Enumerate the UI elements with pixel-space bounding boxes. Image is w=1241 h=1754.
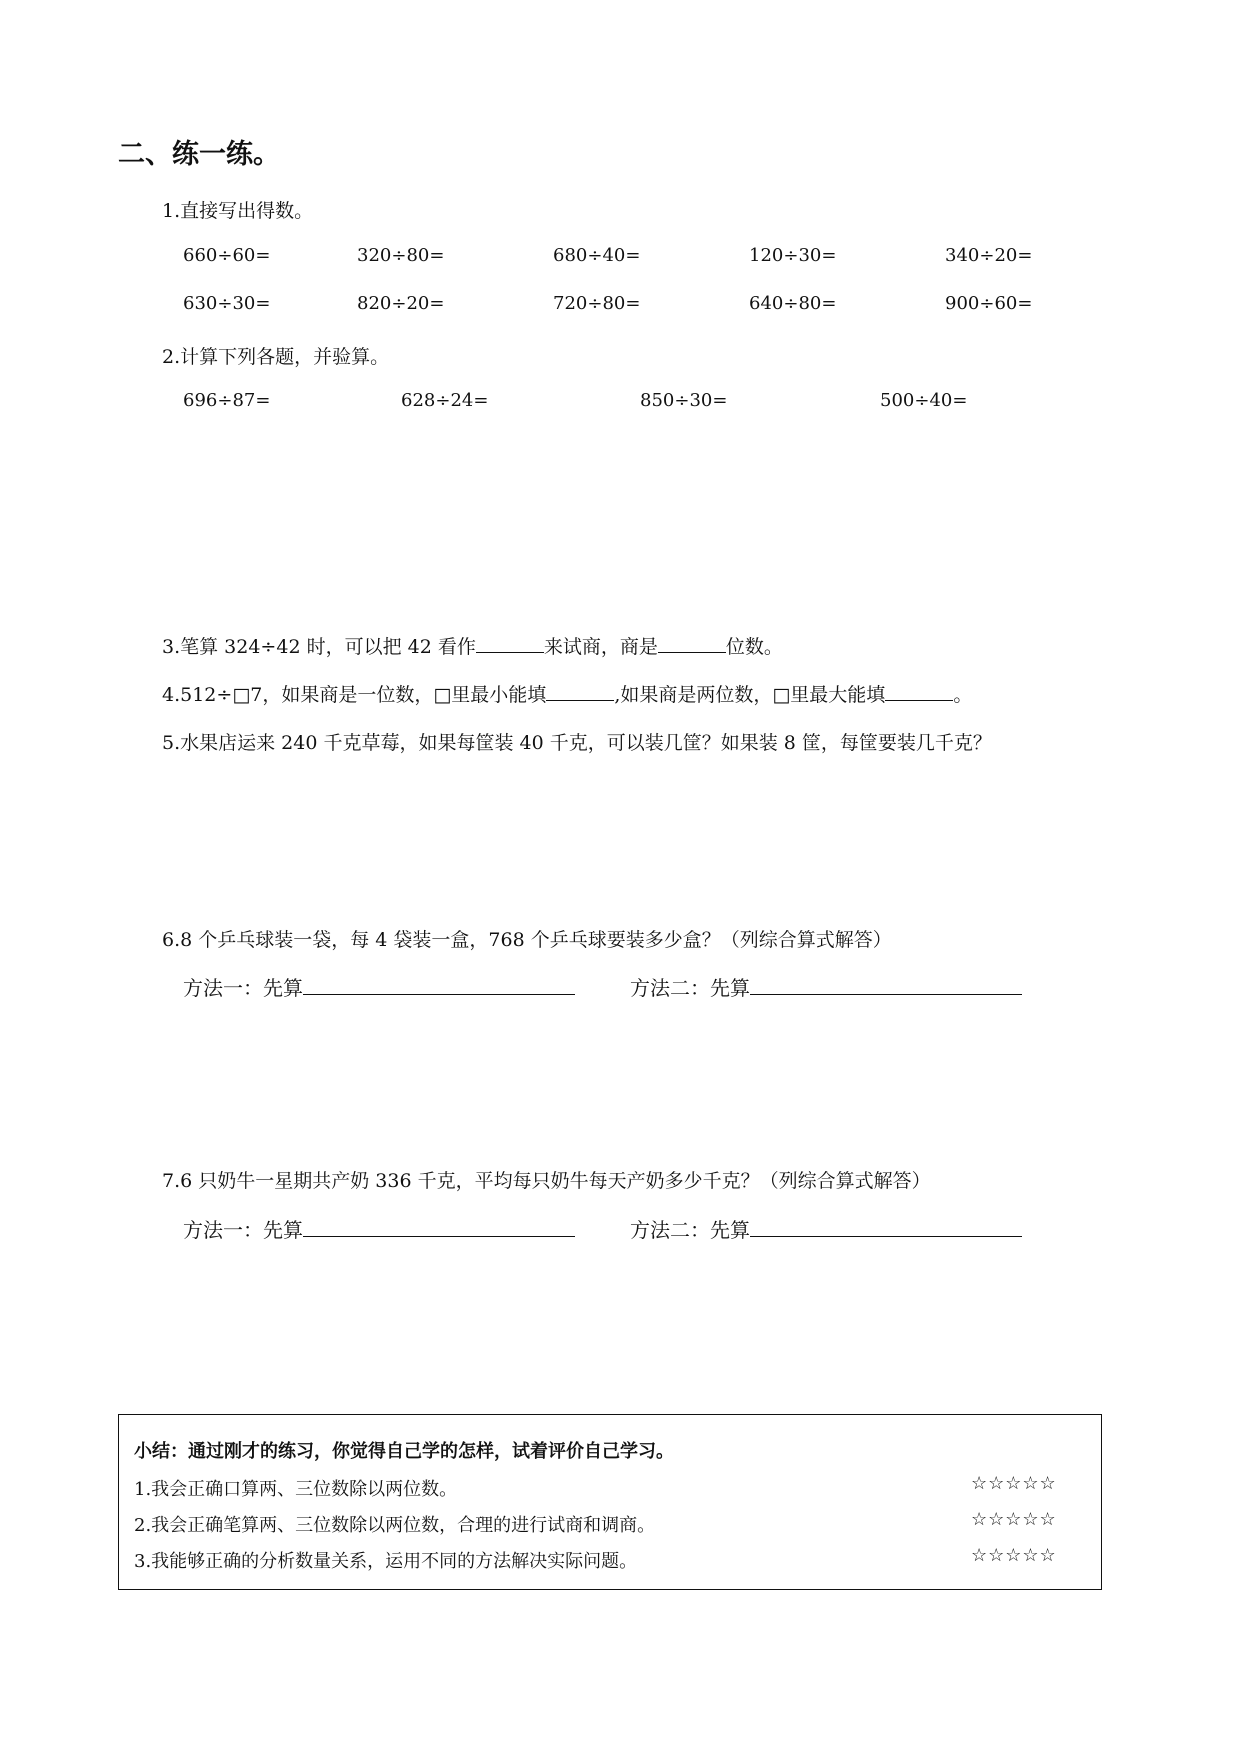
question-1-title: 1.直接写出得数。 <box>162 200 314 222</box>
q4-text: ,如果商是两位数，□里最大能填 <box>614 684 886 706</box>
q3-text: 位数。 <box>725 636 783 658</box>
question-5: 5.水果店运来 240 千克草莓，如果每筐装 40 千克，可以装几筐？如果装 8 筐，每筐要装几千克？ <box>162 732 992 754</box>
q7-method-2-label: 方法二：先算 <box>630 1218 750 1242</box>
q2-expr: 628÷24= <box>401 390 489 411</box>
q3-blank-2[interactable] <box>658 634 726 653</box>
q7-method-2 <box>630 1214 1022 1243</box>
q4-blank-2[interactable] <box>885 682 953 701</box>
question-2-title: 2.计算下列各题，并验算。 <box>162 346 390 368</box>
q1-expr: 340÷20= <box>945 245 1033 266</box>
q4-blank-1[interactable] <box>546 682 614 701</box>
q2-expr: 850÷30= <box>640 390 728 411</box>
q6-method-1-blank[interactable] <box>303 976 575 995</box>
question-4 <box>162 680 972 707</box>
question-6: 6.8 个乒乓球装一袋，每 4 袋装一盒，768 个乒乓球要装多少盒？（列综合算式解答） <box>162 929 892 951</box>
section-title: 二、练一练。 <box>118 139 280 170</box>
q1-expr: 640÷80= <box>749 293 837 314</box>
q6-method-2-label: 方法二：先算 <box>630 976 750 1000</box>
q7-method-2-blank[interactable] <box>750 1218 1022 1237</box>
star-rating[interactable]: ☆☆☆☆☆ <box>971 1473 1057 1494</box>
star-rating[interactable]: ☆☆☆☆☆ <box>971 1545 1057 1566</box>
q1-expr: 320÷80= <box>357 245 445 266</box>
q1-expr: 820÷20= <box>357 293 445 314</box>
summary-item: 2.我会正确笔算两、三位数除以两位数，合理的进行试商和调商。 <box>134 1515 656 1536</box>
q2-expr: 696÷87= <box>183 390 271 411</box>
q4-text: 4.512÷□7，如果商是一位数，□里最小能填 <box>162 684 547 706</box>
q1-expr: 660÷60= <box>183 245 271 266</box>
q1-expr: 720÷80= <box>553 293 641 314</box>
q1-expr: 680÷40= <box>553 245 641 266</box>
q1-expr: 900÷60= <box>945 293 1033 314</box>
q6-method-2-blank[interactable] <box>750 976 1022 995</box>
q1-expr: 120÷30= <box>749 245 837 266</box>
q7-method-1 <box>183 1214 575 1243</box>
q7-method-1-blank[interactable] <box>303 1218 575 1237</box>
q3-text: 3.笔算 324÷42 时，可以把 42 看作 <box>162 636 476 658</box>
q1-expr: 630÷30= <box>183 293 271 314</box>
q6-method-2 <box>630 972 1022 1001</box>
summary-title: 小结：通过刚才的练习，你觉得自己学的怎样，试着评价自己学习。 <box>134 1441 674 1462</box>
summary-box <box>118 1414 1102 1590</box>
q3-text: 来试商，商是 <box>543 636 658 658</box>
q7-method-1-label: 方法一：先算 <box>183 1218 303 1242</box>
q3-blank-1[interactable] <box>476 634 544 653</box>
q2-expr: 500÷40= <box>880 390 968 411</box>
question-7: 7.6 只奶牛一星期共产奶 336 千克，平均每只奶牛每天产奶多少千克？（列综合算式解答） <box>162 1170 931 1192</box>
q4-text: 。 <box>953 684 973 706</box>
question-3 <box>162 632 783 659</box>
q6-method-1-label: 方法一：先算 <box>183 976 303 1000</box>
summary-item: 3.我能够正确的分析数量关系，运用不同的方法解决实际问题。 <box>134 1551 638 1572</box>
star-rating[interactable]: ☆☆☆☆☆ <box>971 1509 1057 1530</box>
q6-method-1 <box>183 972 575 1001</box>
summary-item: 1.我会正确口算两、三位数除以两位数。 <box>134 1479 458 1500</box>
